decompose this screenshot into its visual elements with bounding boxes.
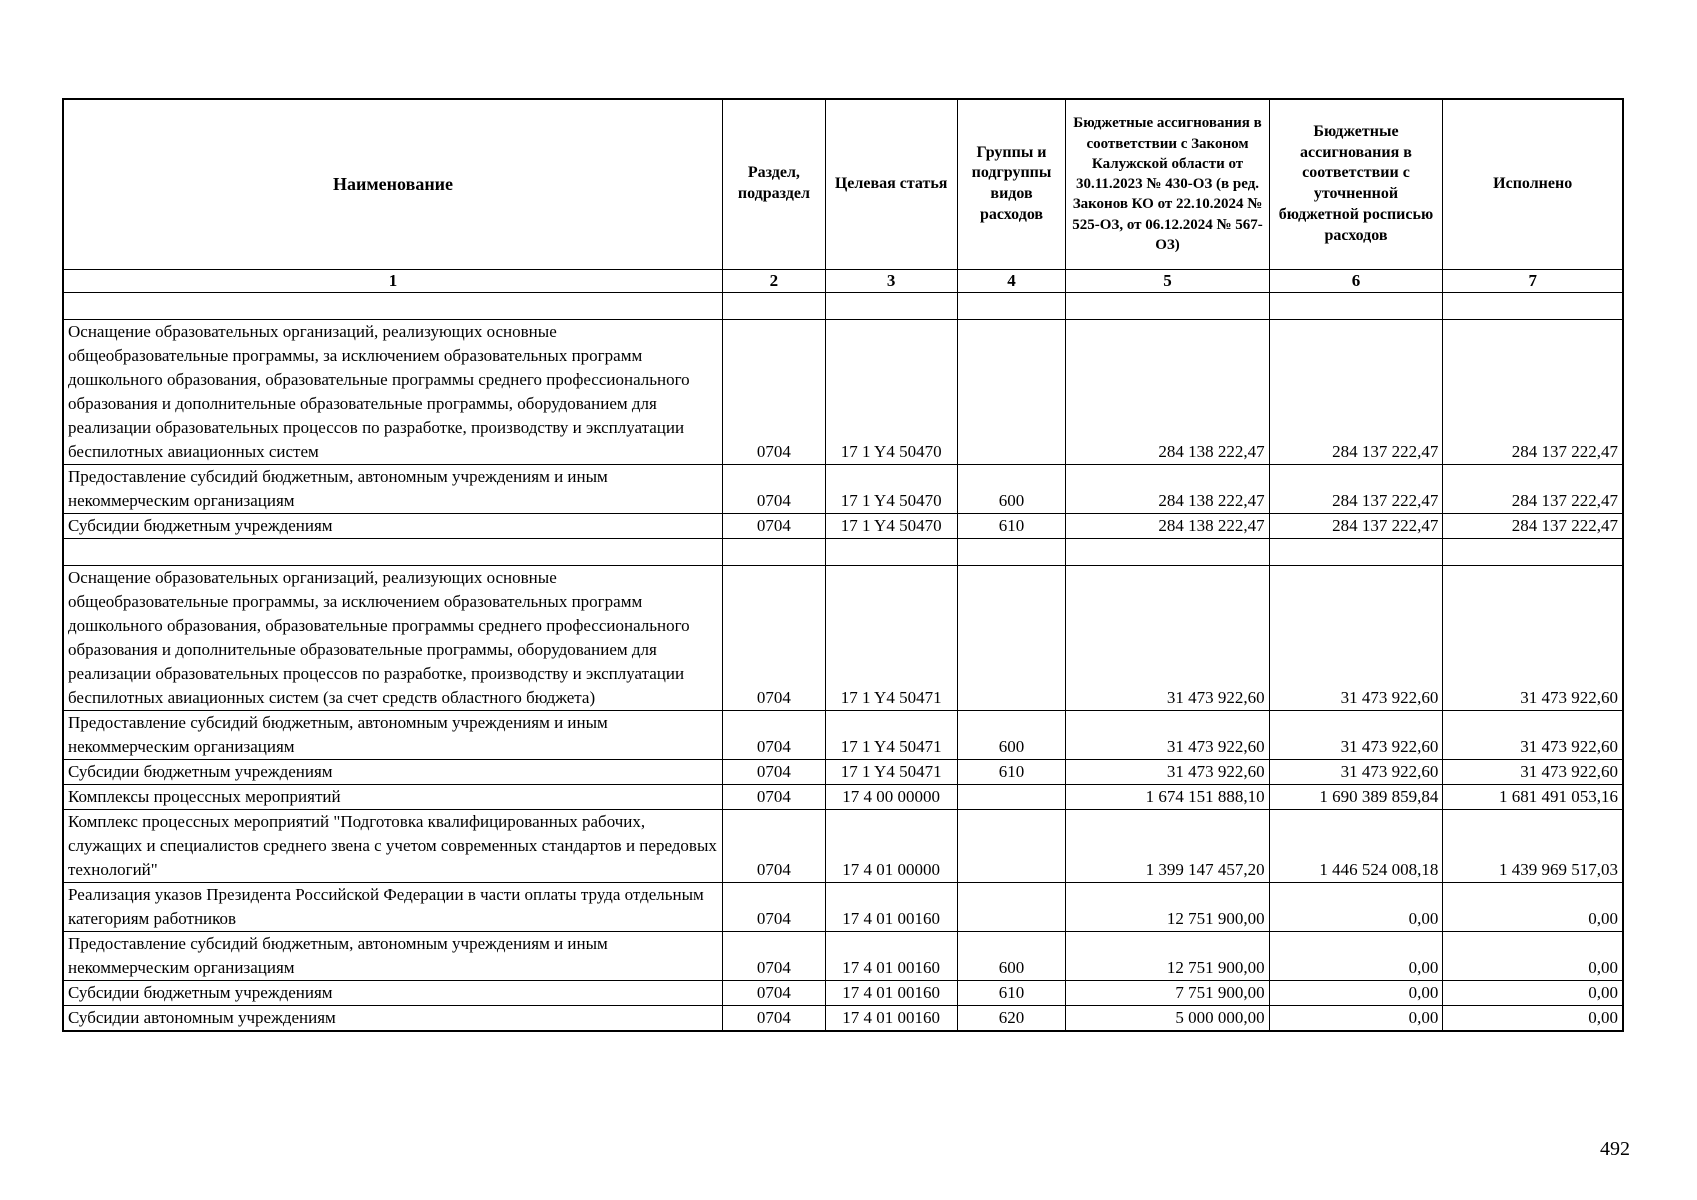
row-name: Субсидии бюджетным учреждениям: [63, 513, 723, 538]
row-refined-amount: 1 446 524 008,18: [1269, 809, 1443, 882]
row-executed-amount: 0,00: [1443, 931, 1623, 980]
row-section: 0704: [723, 980, 826, 1005]
spacer-cell: [63, 292, 723, 319]
row-refined-amount: 284 137 222,47: [1269, 513, 1443, 538]
row-group: 600: [957, 464, 1066, 513]
row-name: Оснащение образовательных организаций, реализующих основные общеобразовательные программы, за исключением образовательных программ дошкольного образования, образовательные программы среднего профессионального образования и дополнительные образовательные программы, оборудованием для реализации образовательных процессов по разработке, производству и эксплуатации беспилотных авиационных систем: [63, 319, 723, 464]
row-refined-amount: 0,00: [1269, 980, 1443, 1005]
row-group: [957, 784, 1066, 809]
row-executed-amount: 284 137 222,47: [1443, 513, 1623, 538]
spacer-cell: [1443, 292, 1623, 319]
table-row: [63, 931, 1623, 980]
row-target: 17 1 Y4 50471: [825, 565, 957, 710]
row-section: 0704: [723, 710, 826, 759]
row-section: 0704: [723, 513, 826, 538]
table-row: [63, 319, 1623, 464]
row-group: [957, 882, 1066, 931]
row-law-amount: 1 674 151 888,10: [1066, 784, 1269, 809]
table-row: [63, 980, 1623, 1005]
header-row: [63, 99, 1623, 269]
row-section: 0704: [723, 464, 826, 513]
row-section: 0704: [723, 882, 826, 931]
row-name: Субсидии бюджетным учреждениям: [63, 759, 723, 784]
spacer-cell: [63, 538, 723, 565]
row-target: 17 1 Y4 50471: [825, 759, 957, 784]
row-refined-amount: 284 137 222,47: [1269, 319, 1443, 464]
row-refined-amount: 0,00: [1269, 1005, 1443, 1031]
column-number: 3: [825, 269, 957, 292]
row-executed-amount: 31 473 922,60: [1443, 759, 1623, 784]
row-section: 0704: [723, 931, 826, 980]
row-law-amount: 31 473 922,60: [1066, 759, 1269, 784]
row-name: Предоставление субсидий бюджетным, автономным учреждениям и иным некоммерческим организациям: [63, 931, 723, 980]
row-executed-amount: 31 473 922,60: [1443, 710, 1623, 759]
spacer-cell: [1066, 292, 1269, 319]
budget-table: [62, 98, 1624, 1032]
spacer-row: [63, 538, 1623, 565]
row-target: 17 4 00 00000: [825, 784, 957, 809]
row-executed-amount: 0,00: [1443, 980, 1623, 1005]
row-executed-amount: 31 473 922,60: [1443, 565, 1623, 710]
row-target: 17 4 01 00160: [825, 931, 957, 980]
page-number: 492: [1600, 1138, 1630, 1160]
header-target: Целевая статья: [825, 99, 957, 269]
row-executed-amount: 284 137 222,47: [1443, 464, 1623, 513]
spacer-cell: [723, 538, 826, 565]
row-group: 620: [957, 1005, 1066, 1031]
row-group: 600: [957, 710, 1066, 759]
row-section: 0704: [723, 1005, 826, 1031]
row-section: 0704: [723, 784, 826, 809]
table-row: [63, 882, 1623, 931]
spacer-cell: [957, 292, 1066, 319]
row-executed-amount: 1 681 491 053,16: [1443, 784, 1623, 809]
spacer-cell: [1269, 292, 1443, 319]
row-executed-amount: 1 439 969 517,03: [1443, 809, 1623, 882]
table-row: [63, 759, 1623, 784]
row-group: 610: [957, 980, 1066, 1005]
row-refined-amount: 31 473 922,60: [1269, 710, 1443, 759]
row-section: 0704: [723, 759, 826, 784]
header-section: Раздел, подраздел: [723, 99, 826, 269]
row-target: 17 1 Y4 50470: [825, 513, 957, 538]
table-row: [63, 809, 1623, 882]
row-law-amount: 12 751 900,00: [1066, 931, 1269, 980]
row-law-amount: 284 138 222,47: [1066, 319, 1269, 464]
row-target: 17 4 01 00000: [825, 809, 957, 882]
row-law-amount: 284 138 222,47: [1066, 513, 1269, 538]
row-law-amount: 12 751 900,00: [1066, 882, 1269, 931]
header-refined: Бюджетные ассигнования в соответствии с уточненной бюджетной росписью расходов: [1269, 99, 1443, 269]
row-target: 17 4 01 00160: [825, 1005, 957, 1031]
header-name: Наименование: [63, 99, 723, 269]
column-number: 2: [723, 269, 826, 292]
row-refined-amount: 31 473 922,60: [1269, 759, 1443, 784]
row-group: 610: [957, 513, 1066, 538]
row-law-amount: 284 138 222,47: [1066, 464, 1269, 513]
column-number: 1: [63, 269, 723, 292]
table-body: [63, 292, 1623, 1031]
header-law: Бюджетные ассигнования в соответствии с Законом Калужской области от 30.11.2023 № 430-ОЗ (в ред. Законов КО от 22.10.2024 № 525-ОЗ, от 06.12.2024 № 567-ОЗ): [1066, 99, 1269, 269]
row-name: Предоставление субсидий бюджетным, автономным учреждениям и иным некоммерческим организациям: [63, 710, 723, 759]
spacer-cell: [1066, 538, 1269, 565]
row-refined-amount: 1 690 389 859,84: [1269, 784, 1443, 809]
spacer-cell: [723, 292, 826, 319]
spacer-cell: [1269, 538, 1443, 565]
row-group: [957, 565, 1066, 710]
row-group: 600: [957, 931, 1066, 980]
row-refined-amount: 284 137 222,47: [1269, 464, 1443, 513]
column-number: 7: [1443, 269, 1623, 292]
table-header: [63, 99, 1623, 292]
spacer-cell: [957, 538, 1066, 565]
row-section: 0704: [723, 565, 826, 710]
row-executed-amount: 0,00: [1443, 882, 1623, 931]
row-executed-amount: 284 137 222,47: [1443, 319, 1623, 464]
spacer-row: [63, 292, 1623, 319]
table-row: [63, 1005, 1623, 1031]
row-section: 0704: [723, 319, 826, 464]
row-name: Комплекс процессных мероприятий "Подготовка квалифицированных рабочих, служащих и специалистов среднего звена с учетом современных стандартов и передовых технологий": [63, 809, 723, 882]
row-name: Комплексы процессных мероприятий: [63, 784, 723, 809]
table-row: [63, 565, 1623, 710]
table-row: [63, 784, 1623, 809]
row-target: 17 4 01 00160: [825, 980, 957, 1005]
table-row: [63, 464, 1623, 513]
table-row: [63, 710, 1623, 759]
column-number: 4: [957, 269, 1066, 292]
row-group: [957, 319, 1066, 464]
row-name: Субсидии бюджетным учреждениям: [63, 980, 723, 1005]
row-executed-amount: 0,00: [1443, 1005, 1623, 1031]
row-law-amount: 31 473 922,60: [1066, 710, 1269, 759]
column-number-row: [63, 269, 1623, 292]
row-name: Реализация указов Президента Российской Федерации в части оплаты труда отдельным категориям работников: [63, 882, 723, 931]
row-law-amount: 31 473 922,60: [1066, 565, 1269, 710]
row-name: Предоставление субсидий бюджетным, автономным учреждениям и иным некоммерческим организациям: [63, 464, 723, 513]
row-law-amount: 7 751 900,00: [1066, 980, 1269, 1005]
row-law-amount: 5 000 000,00: [1066, 1005, 1269, 1031]
row-group: [957, 809, 1066, 882]
table-row: [63, 513, 1623, 538]
row-law-amount: 1 399 147 457,20: [1066, 809, 1269, 882]
row-refined-amount: 0,00: [1269, 931, 1443, 980]
row-name: Субсидии автономным учреждениям: [63, 1005, 723, 1031]
header-executed: Исполнено: [1443, 99, 1623, 269]
column-number: 5: [1066, 269, 1269, 292]
row-target: 17 1 Y4 50470: [825, 464, 957, 513]
spacer-cell: [1443, 538, 1623, 565]
row-name: Оснащение образовательных организаций, реализующих основные общеобразовательные программы, за исключением образовательных программ дошкольного образования, образовательные программы среднего профессионального образования и дополнительные образовательные программы, оборудованием для реализации образовательных процессов по разработке, производству и эксплуатации беспилотных авиационных систем (за счет средств областного бюджета): [63, 565, 723, 710]
row-refined-amount: 0,00: [1269, 882, 1443, 931]
column-number: 6: [1269, 269, 1443, 292]
spacer-cell: [825, 538, 957, 565]
row-target: 17 1 Y4 50470: [825, 319, 957, 464]
header-groups: Группы и подгруппы видов расходов: [957, 99, 1066, 269]
row-target: 17 4 01 00160: [825, 882, 957, 931]
spacer-cell: [825, 292, 957, 319]
row-refined-amount: 31 473 922,60: [1269, 565, 1443, 710]
row-group: 610: [957, 759, 1066, 784]
row-section: 0704: [723, 809, 826, 882]
row-target: 17 1 Y4 50471: [825, 710, 957, 759]
